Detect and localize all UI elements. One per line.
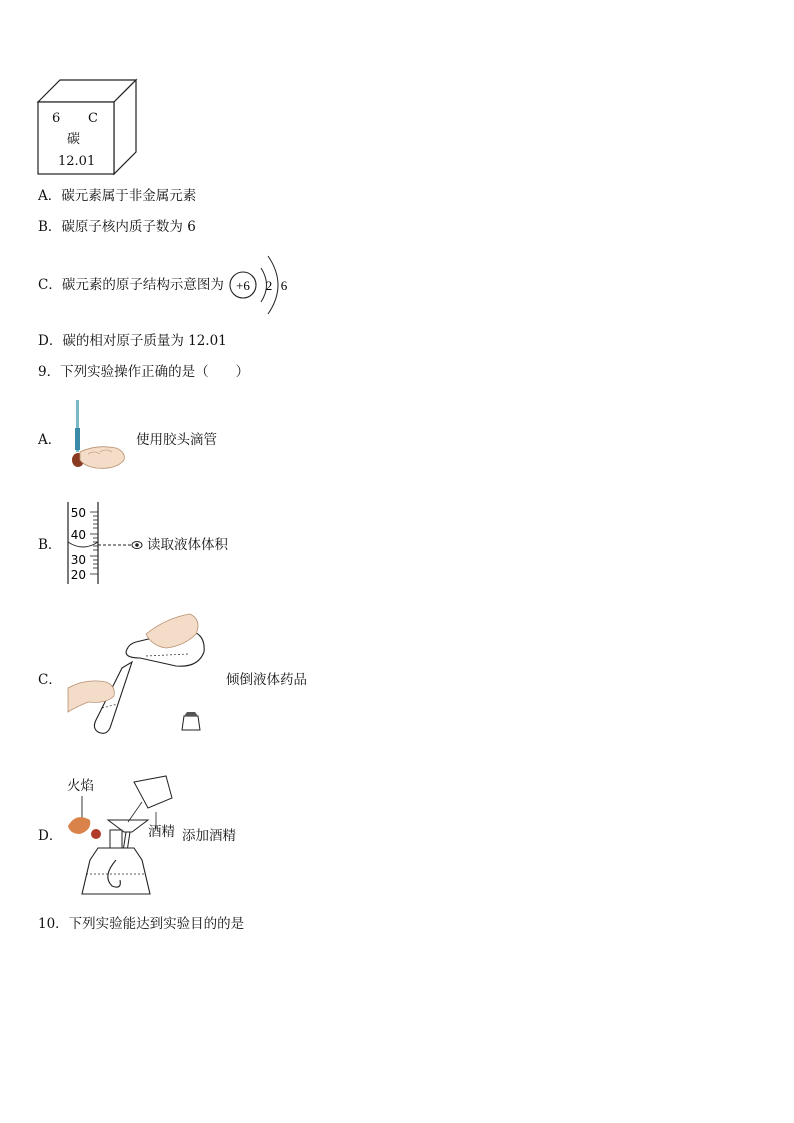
option-letter: C． xyxy=(38,277,62,293)
q9-option-b-caption: 读取液体体积 xyxy=(147,537,228,553)
q9-option-a-caption: 使用胶头滴管 xyxy=(136,432,217,448)
q8-option-a xyxy=(38,187,196,205)
option-letter: A． xyxy=(38,188,62,204)
option-letter: B． xyxy=(38,219,62,235)
graduated-cylinder-illustration xyxy=(62,502,152,588)
option-text: 碳的相对原子质量为 12.01 xyxy=(62,333,227,349)
alcohol-label: 酒精 xyxy=(148,824,175,840)
atom-structure-diagram xyxy=(228,250,294,322)
option-text: 碳元素属于非金属元素 xyxy=(61,188,197,204)
tick-label-30: 30 xyxy=(70,553,86,567)
tick-label-40: 40 xyxy=(70,528,86,542)
q10-stem: 10．下列实验能达到实验目的的是 xyxy=(38,916,245,932)
q8-option-d xyxy=(38,332,227,350)
q9-option-b-letter: B． xyxy=(38,537,62,553)
q9-stem: 9．下列实验操作正确的是（ ） xyxy=(38,364,250,380)
q9-option-d-caption: 添加酒精 xyxy=(182,828,236,844)
q8-option-c xyxy=(38,276,224,294)
option-text: 碳元素的原子结构示意图为 xyxy=(61,277,224,293)
element-name: 碳 xyxy=(67,132,81,147)
nucleus-charge: +6 xyxy=(236,278,250,293)
pouring-liquid-illustration xyxy=(66,612,216,742)
element-mass: 12.01 xyxy=(58,154,96,169)
q9-option-c-letter: C． xyxy=(38,672,62,688)
shell-2-electrons: 6 xyxy=(280,278,288,293)
option-text: 碳原子核内质子数为 6 xyxy=(61,219,196,235)
flame-label: 火焰 xyxy=(67,778,94,794)
tick-label-50: 50 xyxy=(70,506,86,520)
element-symbol: C xyxy=(88,111,98,126)
option-letter: D． xyxy=(38,333,63,349)
q9-option-a-letter: A． xyxy=(38,432,62,448)
q9-option-d-letter: D． xyxy=(38,828,63,844)
shell-1-electrons: 2 xyxy=(265,278,273,293)
q8-option-b xyxy=(38,218,196,236)
q9-option-c-caption: 倾倒液体药品 xyxy=(226,672,307,688)
tick-label-20: 20 xyxy=(70,568,86,582)
element-number: 6 xyxy=(52,111,61,126)
dropper-illustration xyxy=(66,400,128,474)
